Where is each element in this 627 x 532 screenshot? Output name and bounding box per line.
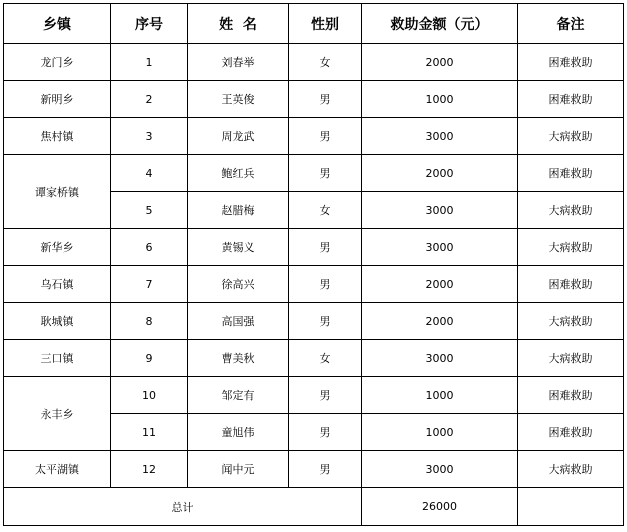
header-amount: 救助金额（元） <box>362 4 518 44</box>
remark-cell: 困难救助 <box>518 266 624 303</box>
gender-cell: 女 <box>289 192 362 229</box>
amount-cell: 3000 <box>362 192 518 229</box>
header-gender: 性别 <box>289 4 362 44</box>
amount-cell: 3000 <box>362 451 518 488</box>
amount-cell: 1000 <box>362 377 518 414</box>
table-row <box>4 229 624 266</box>
gender-cell: 男 <box>289 155 362 192</box>
amount-cell: 2000 <box>362 44 518 81</box>
name-cell: 闻中元 <box>188 451 289 488</box>
name-cell: 刘春举 <box>188 44 289 81</box>
township-cell: 焦村镇 <box>4 118 111 155</box>
header-name: 姓 名 <box>188 4 289 44</box>
serial-cell: 11 <box>111 414 188 451</box>
township-cell: 龙门乡 <box>4 44 111 81</box>
gender-cell: 男 <box>289 118 362 155</box>
remark-cell: 困难救助 <box>518 155 624 192</box>
name-cell: 鲍红兵 <box>188 155 289 192</box>
gender-cell: 男 <box>289 303 362 340</box>
amount-cell: 2000 <box>362 266 518 303</box>
name-cell: 邹定有 <box>188 377 289 414</box>
serial-cell: 10 <box>111 377 188 414</box>
name-cell: 黄锡义 <box>188 229 289 266</box>
gender-cell: 男 <box>289 451 362 488</box>
amount-cell: 3000 <box>362 340 518 377</box>
table-row <box>4 44 624 81</box>
township-cell: 谭家桥镇 <box>4 155 111 229</box>
gender-cell: 男 <box>289 414 362 451</box>
gender-cell: 男 <box>289 377 362 414</box>
name-cell: 徐高兴 <box>188 266 289 303</box>
township-cell: 新华乡 <box>4 229 111 266</box>
table-row <box>4 266 624 303</box>
serial-cell: 5 <box>111 192 188 229</box>
serial-cell: 4 <box>111 155 188 192</box>
name-cell: 曹美秋 <box>188 340 289 377</box>
header-serial: 序号 <box>111 4 188 44</box>
amount-cell: 1000 <box>362 81 518 118</box>
gender-cell: 男 <box>289 81 362 118</box>
serial-cell: 6 <box>111 229 188 266</box>
serial-cell: 8 <box>111 303 188 340</box>
gender-cell: 女 <box>289 340 362 377</box>
gender-cell: 男 <box>289 266 362 303</box>
relief-fund-table <box>3 3 624 526</box>
table-row <box>4 340 624 377</box>
total-row <box>4 488 624 526</box>
serial-cell: 9 <box>111 340 188 377</box>
township-cell: 新明乡 <box>4 81 111 118</box>
remark-cell: 大病救助 <box>518 192 624 229</box>
amount-cell: 2000 <box>362 155 518 192</box>
gender-cell: 男 <box>289 229 362 266</box>
township-cell: 太平湖镇 <box>4 451 111 488</box>
remark-cell: 大病救助 <box>518 303 624 340</box>
total-remark <box>518 488 624 526</box>
remark-cell: 大病救助 <box>518 229 624 266</box>
name-cell: 周龙武 <box>188 118 289 155</box>
table-row <box>4 155 624 192</box>
township-cell: 乌石镇 <box>4 266 111 303</box>
remark-cell: 大病救助 <box>518 118 624 155</box>
amount-cell: 2000 <box>362 303 518 340</box>
serial-cell: 3 <box>111 118 188 155</box>
header-township: 乡镇 <box>4 4 111 44</box>
remark-cell: 大病救助 <box>518 451 624 488</box>
remark-cell: 困难救助 <box>518 377 624 414</box>
header-row <box>4 4 624 44</box>
township-cell: 永丰乡 <box>4 377 111 451</box>
township-cell: 三口镇 <box>4 340 111 377</box>
remark-cell: 大病救助 <box>518 340 624 377</box>
remark-cell: 困难救助 <box>518 81 624 118</box>
header-remark: 备注 <box>518 4 624 44</box>
table-row <box>4 303 624 340</box>
name-cell: 童旭伟 <box>188 414 289 451</box>
remark-cell: 困难救助 <box>518 44 624 81</box>
total-amount: 26000 <box>362 488 518 526</box>
amount-cell: 3000 <box>362 229 518 266</box>
amount-cell: 1000 <box>362 414 518 451</box>
total-label: 总计 <box>4 488 362 526</box>
table-row <box>4 451 624 488</box>
remark-cell: 困难救助 <box>518 414 624 451</box>
serial-cell: 1 <box>111 44 188 81</box>
table-row <box>4 118 624 155</box>
serial-cell: 2 <box>111 81 188 118</box>
amount-cell: 3000 <box>362 118 518 155</box>
name-cell: 高国强 <box>188 303 289 340</box>
table-row <box>4 81 624 118</box>
serial-cell: 7 <box>111 266 188 303</box>
serial-cell: 12 <box>111 451 188 488</box>
name-cell: 王英俊 <box>188 81 289 118</box>
township-cell: 耿城镇 <box>4 303 111 340</box>
gender-cell: 女 <box>289 44 362 81</box>
name-cell: 赵腊梅 <box>188 192 289 229</box>
table-row <box>4 377 624 414</box>
